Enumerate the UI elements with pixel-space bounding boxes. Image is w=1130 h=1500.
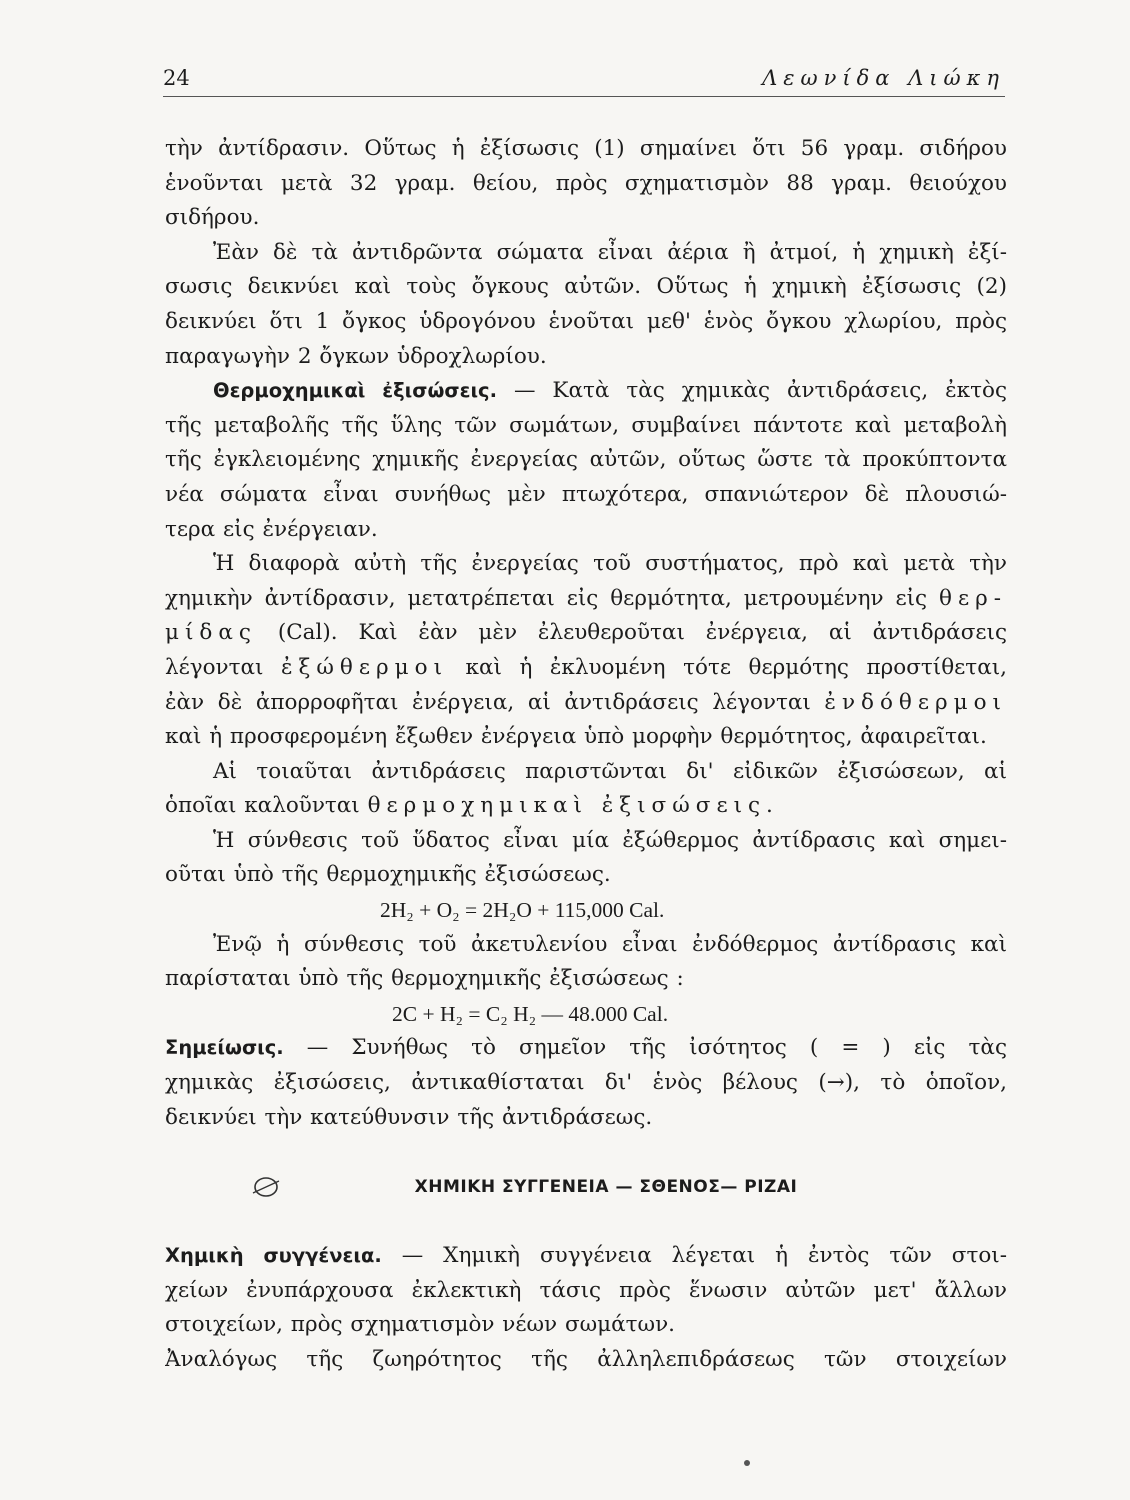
text-line: Ἀναλόγως τῆς ζωηρότητος τῆς ἀλληλεπιδράσεως τῶν στοιχείων [165, 1346, 1007, 1372]
spaced-term: ἐξώθερμοι [281, 654, 448, 680]
text-line [165, 582, 1007, 617]
text-line [165, 1031, 1007, 1066]
page-body [165, 132, 1007, 1377]
text-line: οῦται ὑπὸ τῆς θερμοχημικῆς ἐξισώσεως. [165, 862, 611, 888]
text-line: τὴν ἀντίδρασιν. Οὕτως ἡ ἐξίσωσις (1) σημαίνει ὅτι 56 γραμ. σιδήρου [165, 136, 1007, 161]
page-number: 24 [163, 66, 190, 90]
section-title [165, 1170, 1007, 1205]
spacer [165, 1135, 1007, 1170]
text-line: τῆς ἐγκλειομένης χημικῆς ἐνεργείας αὐτῶν, οὕτως ὥστε τὰ προκύπτοντα [165, 447, 1007, 473]
spaced-term: θερμοχημικαὶ ἐξισώσεις. [367, 793, 779, 819]
text-line: τερα εἰς ἐνέργειαν. [165, 516, 378, 542]
equation-acetylene: 2C + H₂ = C₂ H₂ — 48.000 Cal. [392, 1001, 669, 1026]
text-line: παρίσταται ὑπὸ τῆς θερμοχημικῆς ἐξισώσεως : [165, 966, 684, 992]
text-run: ἐὰν δὲ ἀπορροφῆται ἐνέργεια, αἱ ἀντιδράσεις λέγονται [165, 689, 825, 715]
text-run: — Κατὰ τὰς χημικὰς ἀντιδράσεις, ἐκτὸς [497, 378, 1007, 404]
text-line: Ἡ σύνθεσις τοῦ ὕδατος εἶναι μία ἐξώθερμος ἀντίδρασις καὶ σημει- [213, 827, 1007, 853]
text-line [165, 789, 1007, 824]
text-line: δεικνύει τὴν κατεύθυνσιν τῆς ἀντιδράσεως. [165, 1104, 653, 1130]
text-line [165, 1239, 1007, 1274]
spaced-term: μίδας [165, 620, 257, 646]
text-line: Ἐνῷ ἡ σύνθεσις τοῦ ἀκετυλενίου εἶναι ἐνδόθερμος ἀντίδρασις καὶ [213, 931, 1007, 957]
text-line: δεικνύει ὅτι 1 ὄγκος ὑδρογόνου ἑνοῦται μεθ' ἑνὸς ὄγκου χλωρίου, πρὸς [165, 308, 1007, 334]
spaced-term: ἐνδόθερμοι [824, 689, 1007, 715]
text-line: νέα σώματα εἶναι συνήθως μὲν πτωχότερα, σπανιώτερον δὲ πλουσιώ- [165, 481, 1007, 507]
spacer [165, 1204, 1007, 1239]
text-line: παραγωγὴν 2 ὄγκων ὑδροχλωρίου. [165, 343, 547, 369]
spaced-term: θερ- [939, 585, 1007, 611]
text-run: χημικὴν ἀντίδρασιν, μετατρέπεται εἰς θερμότητα, μετρουμένην εἰς [165, 585, 928, 611]
running-head: Λεωνίδα Λιώκη [762, 66, 1005, 90]
ink-speck-icon [740, 1456, 754, 1470]
text-line: ἑνοῦνται μετὰ 32 γραμ. θείου, πρὸς σχηματισμὸν 88 γραμ. θειούχου [165, 170, 1007, 196]
text-run: ὁποῖαι καλοῦνται [165, 793, 368, 819]
text-line [165, 616, 1007, 651]
text-line [165, 686, 1007, 721]
text-line: τῆς μεταβολῆς τῆς ὕλης τῶν σωμάτων, συμβαίνει πάντοτε καὶ μεταβολὴ [165, 412, 1007, 438]
section-title-text: ΧΗΜΙΚΗ ΣΥΓΓΕΝΕΙΑ — ΣΘΕΝΟΣ— ΡΙΖΑΙ [414, 1176, 798, 1197]
text-line: Αἱ τοιαῦται ἀντιδράσεις παριστῶνται δι' εἰδικῶν ἐξισώσεων, αἱ [213, 758, 1007, 784]
paragraph-heading: Χημικὴ συγγένεια. [165, 1244, 382, 1267]
handwritten-circle-mark [251, 1173, 281, 1199]
text-line: στοιχείων, πρὸς σχηματισμὸν νέων σωμάτων. [165, 1312, 675, 1338]
paragraph-heading: Σημείωσις. [165, 1036, 284, 1060]
text-run: καὶ ἡ ἐκλυομένη τότε θερμότης προστίθεται, [448, 654, 1007, 680]
text-run: — Συνήθως τὸ σημεῖον τῆς ἰσότητος ( = ) εἰς τὰς [283, 1035, 1007, 1061]
text-line [165, 651, 1007, 686]
text-line [165, 374, 1007, 409]
text-run: (Cal). Καὶ ἐὰν μὲν ἐλευθεροῦται ἐνέργεια, αἱ ἀντιδράσεις [256, 620, 1007, 646]
text-run: — Χημικὴ συγγένεια λέγεται ἡ ἐντὸς τῶν στοι- [381, 1243, 1007, 1268]
equation-water: 2H₂ + O₂ = 2H₂O + 115,000 Cal. [380, 898, 665, 923]
text-line: Ἡ διαφορὰ αὐτὴ τῆς ἐνεργείας τοῦ συστήματος, πρὸ καὶ μετὰ τὴν [213, 551, 1007, 577]
text-line: σιδήρου. [165, 205, 260, 231]
page-header [163, 66, 1005, 97]
text-line: καὶ ἡ προσφερομένη ἔξωθεν ἐνέργεια ὑπὸ μορφὴν θερμότητος, ἀφαιρεῖται. [165, 724, 987, 750]
text-line: σωσις δεικνύει καὶ τοὺς ὄγκους αὐτῶν. Οὕτως ἡ χημικὴ ἐξίσωσις (2) [165, 274, 1007, 300]
text-line: χείων ἐνυπάρχουσα ἐκλεκτικὴ τάσις πρὸς ἕνωσιν αὐτῶν μετ' ἄλλων [165, 1277, 1007, 1303]
text-run: λέγονται [165, 654, 282, 680]
text-line: Ἐὰν δὲ τὰ ἀντιδρῶντα σώματα εἶναι ἀέρια ἢ ἀτμοί, ἡ χημικὴ ἐξί- [213, 239, 1007, 265]
paragraph-heading: Θερμοχημικαὶ ἐξισώσεις. [213, 379, 498, 403]
text-line: χημικὰς ἐξισώσεις, ἀντικαθίσταται δι' ἑνὸς βέλους (→), τὸ ὁποῖον, [165, 1070, 1007, 1096]
